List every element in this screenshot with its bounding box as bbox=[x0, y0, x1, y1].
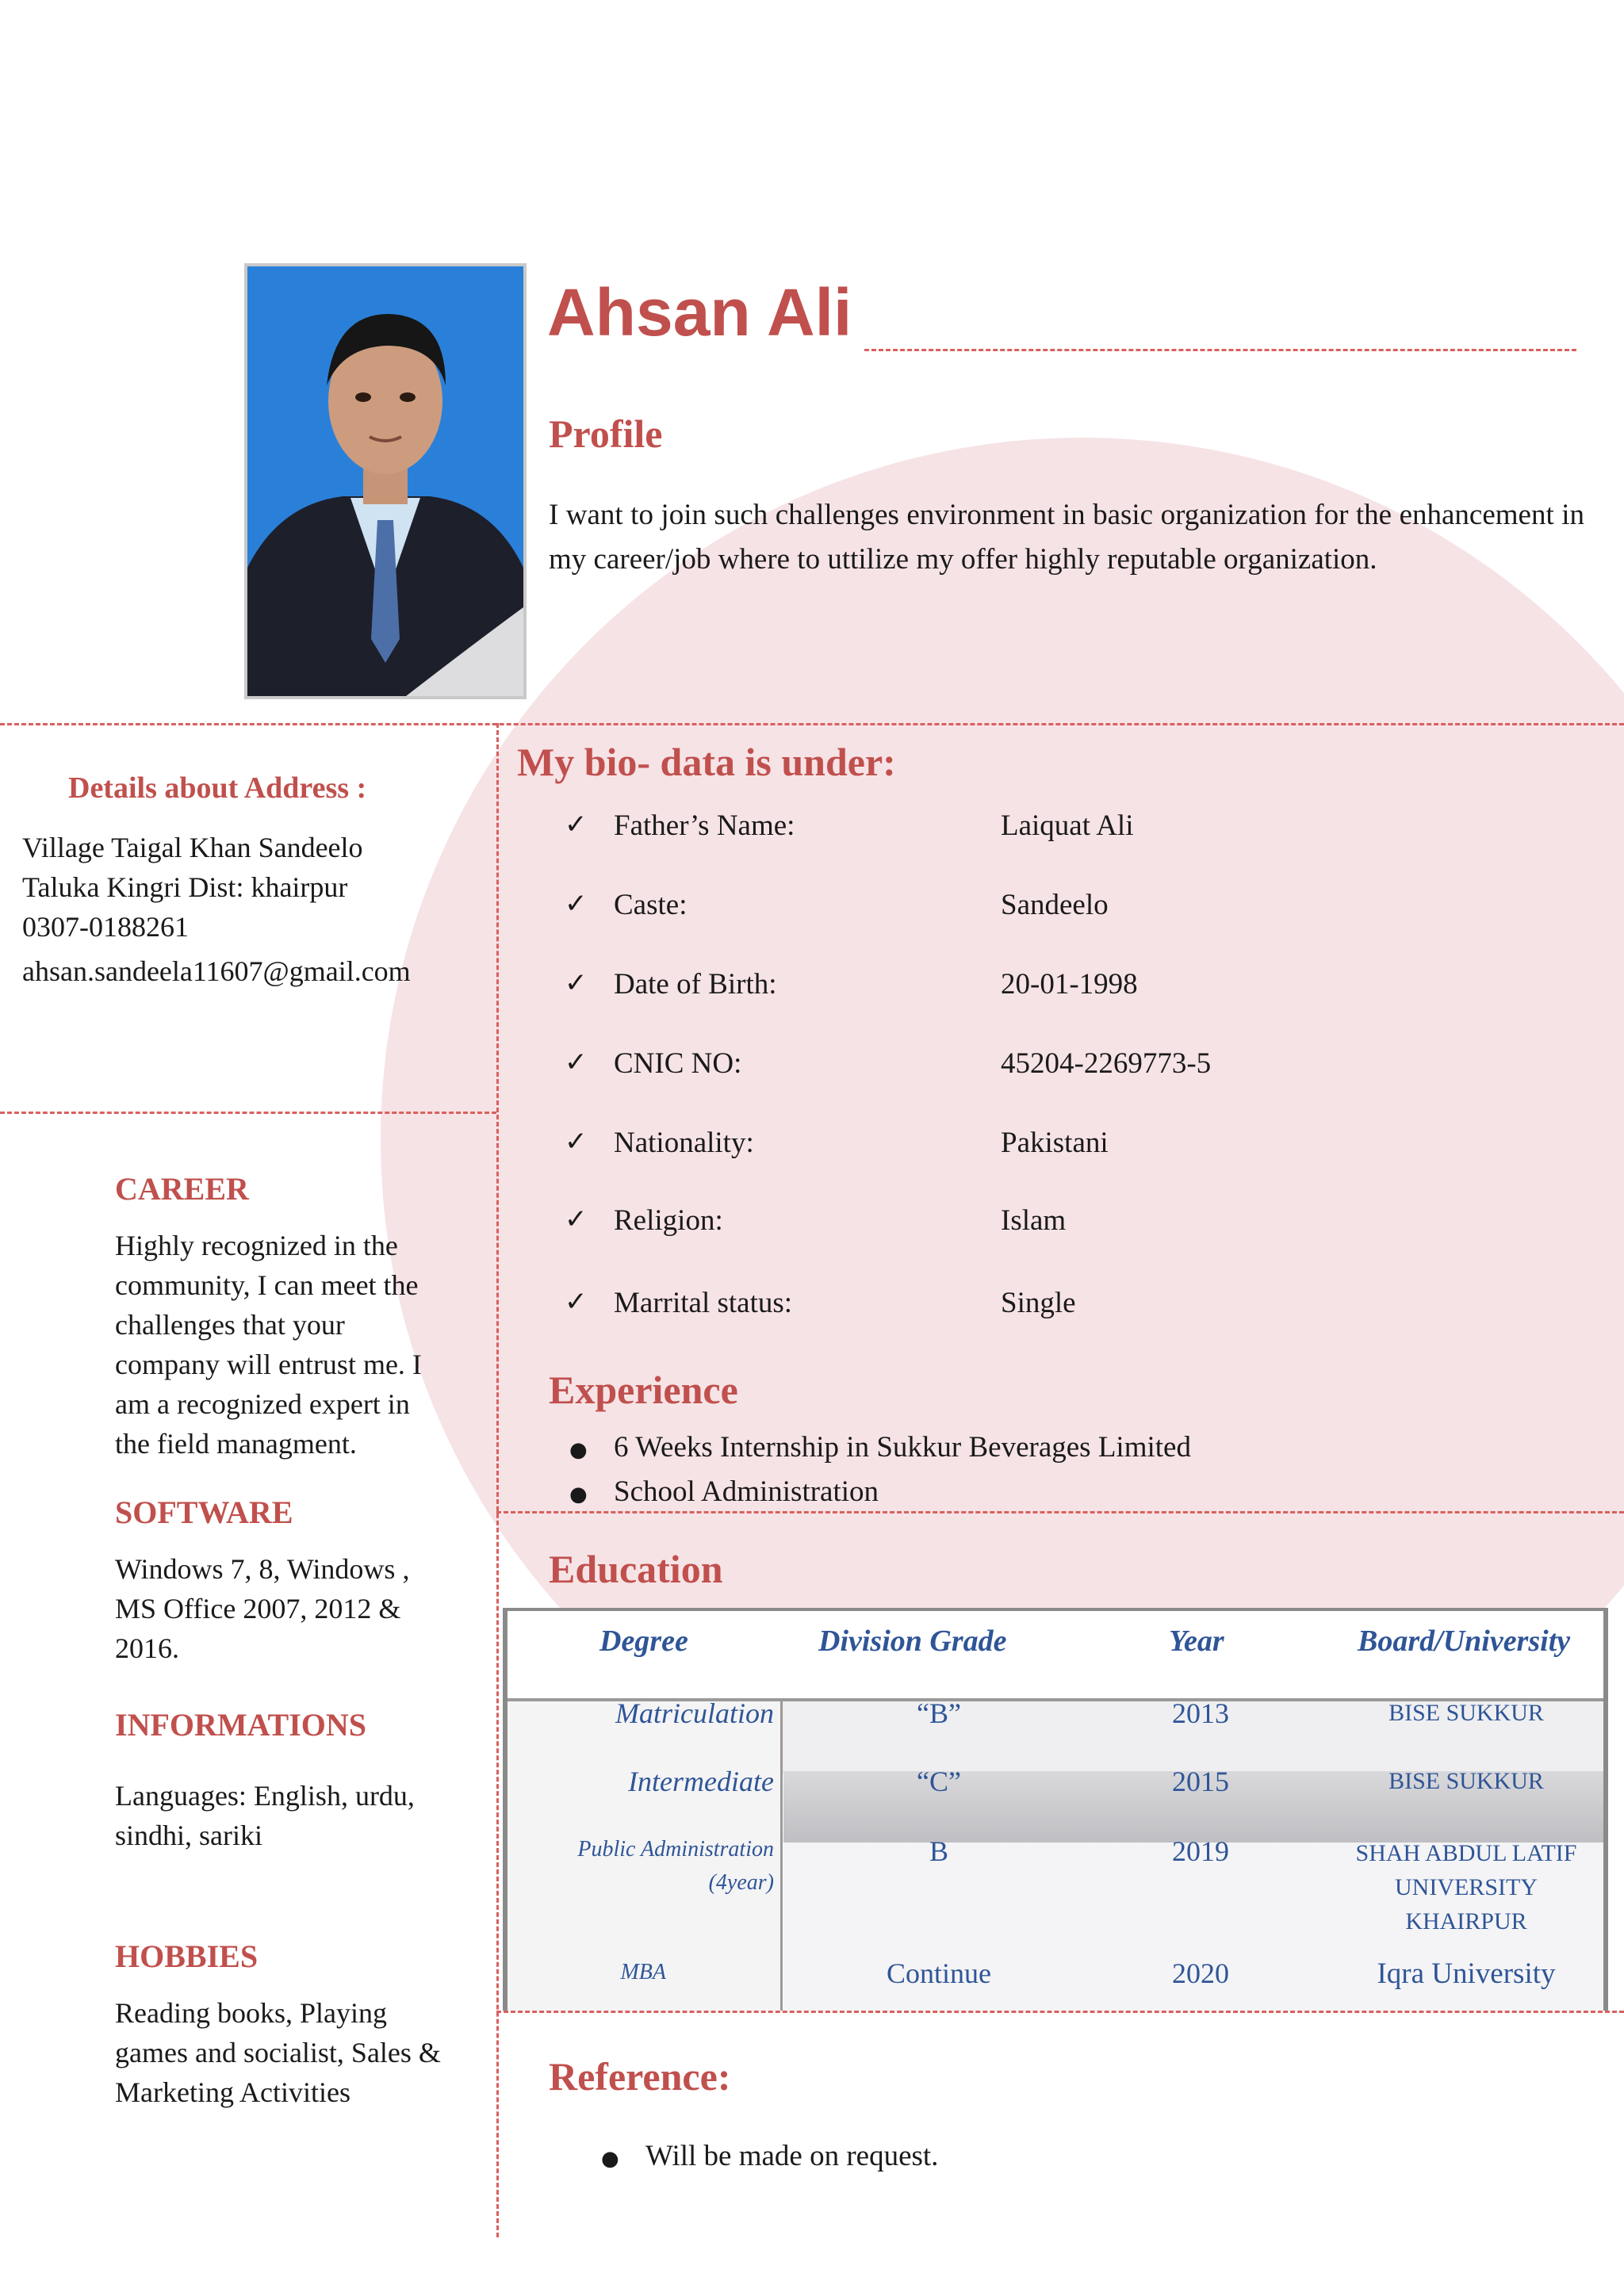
experience-item bbox=[565, 1475, 879, 1509]
bullet-icon: ● bbox=[601, 2147, 619, 2171]
education-heading: Education bbox=[549, 1547, 723, 1591]
software-line: 2016. bbox=[115, 1632, 179, 1664]
informations-line: Languages: English, urdu, bbox=[115, 1780, 415, 1812]
bio-label: Religion: bbox=[614, 1204, 723, 1237]
table-cell-board bbox=[1335, 1836, 1597, 1938]
software-text bbox=[115, 1549, 409, 1668]
table-cell-year: 2020 bbox=[1172, 1957, 1229, 1989]
hobbies-line: Reading books, Playing bbox=[115, 1997, 387, 2029]
person-avatar-icon bbox=[247, 266, 523, 696]
experience-text: School Administration bbox=[614, 1475, 879, 1508]
board-line: KHAIRPUR bbox=[1405, 1908, 1527, 1934]
address-line-2: Taluka Kingri Dist: khairpur bbox=[22, 871, 348, 903]
software-line: Windows 7, 8, Windows , bbox=[115, 1553, 410, 1585]
email-address: ahsan.sandeela11607@gmail.com bbox=[22, 955, 411, 987]
informations-heading: INFORMATIONS bbox=[115, 1707, 367, 1743]
address-block bbox=[22, 828, 411, 991]
bio-value: Islam bbox=[1001, 1204, 1067, 1237]
bio-label: Caste: bbox=[614, 889, 688, 921]
bio-value: 45204-2269773-5 bbox=[1001, 1047, 1212, 1080]
bio-heading: My bio- data is under: bbox=[517, 740, 896, 784]
divider-experience bbox=[496, 1511, 1624, 1513]
table-cell-year: 2013 bbox=[1172, 1697, 1229, 1729]
candidate-name: Ahsan Ali bbox=[547, 275, 852, 350]
divider-top bbox=[0, 723, 1624, 725]
check-icon: ✓ bbox=[565, 1286, 588, 1318]
table-frame bbox=[503, 1608, 1608, 2011]
bio-value: Single bbox=[1001, 1287, 1076, 1319]
divider-left-middle bbox=[0, 1112, 496, 1114]
check-icon: ✓ bbox=[565, 809, 588, 840]
bio-label: Marrital status: bbox=[614, 1287, 793, 1319]
table-cell-degree: MBA bbox=[620, 1960, 666, 1984]
career-line: the field managment. bbox=[115, 1428, 357, 1460]
informations-text bbox=[115, 1776, 415, 1855]
experience-heading: Experience bbox=[549, 1368, 738, 1412]
bio-label: Date of Birth: bbox=[614, 968, 777, 1001]
career-line: company will entrust me. I bbox=[115, 1349, 422, 1380]
career-line: am a recognized expert in bbox=[115, 1388, 410, 1420]
software-heading: SOFTWARE bbox=[115, 1494, 293, 1530]
table-cell-grade: “B” bbox=[917, 1697, 961, 1729]
profile-photo bbox=[244, 263, 527, 699]
bio-label: Father’s Name: bbox=[614, 809, 795, 842]
software-line: MS Office 2007, 2012 & bbox=[115, 1593, 401, 1624]
divider-education bbox=[496, 2011, 1624, 2013]
career-heading: CAREER bbox=[115, 1171, 249, 1207]
table-header-grade: Division Grade bbox=[818, 1624, 1007, 1658]
bio-label: CNIC NO: bbox=[614, 1047, 742, 1080]
check-icon: ✓ bbox=[565, 1126, 588, 1158]
education-table bbox=[503, 1608, 1608, 2011]
career-line: community, I can meet the bbox=[115, 1269, 419, 1301]
hobbies-line: games and socialist, Sales & bbox=[115, 2037, 441, 2068]
check-icon: ✓ bbox=[565, 967, 588, 999]
table-cell-grade: “C” bbox=[917, 1766, 961, 1797]
table-cell-degree bbox=[508, 1833, 774, 1900]
bio-value: Pakistani bbox=[1001, 1127, 1109, 1159]
bio-value: 20-01-1998 bbox=[1001, 968, 1138, 1001]
degree-line: Public Administration bbox=[577, 1837, 774, 1862]
address-line-1: Village Taigal Khan Sandeelo bbox=[22, 832, 363, 863]
table-cell-grade: Continue bbox=[887, 1957, 991, 1989]
table-cell-degree: Intermediate bbox=[628, 1766, 774, 1797]
experience-item bbox=[565, 1430, 1191, 1464]
board-line: UNIVERSITY bbox=[1395, 1874, 1538, 1900]
degree-line: (4year) bbox=[708, 1870, 774, 1895]
bullet-icon: ● bbox=[569, 1438, 588, 1462]
table-cell-board: Iqra University bbox=[1377, 1957, 1556, 1990]
reference-heading: Reference: bbox=[549, 2054, 731, 2099]
table-cell-board: BISE SUKKUR bbox=[1388, 1700, 1544, 1726]
table-cell-grade: B bbox=[929, 1835, 948, 1867]
check-icon: ✓ bbox=[565, 888, 588, 920]
career-line: challenges that your bbox=[115, 1309, 345, 1341]
bio-label: Nationality: bbox=[614, 1127, 754, 1159]
profile-heading: Profile bbox=[549, 411, 663, 456]
table-header-year: Year bbox=[1169, 1624, 1224, 1658]
check-icon: ✓ bbox=[565, 1203, 588, 1235]
table-cell-year: 2019 bbox=[1172, 1835, 1229, 1867]
career-line: Highly recognized in the bbox=[115, 1230, 398, 1261]
bullet-icon: ● bbox=[569, 1483, 588, 1506]
table-cell-year: 2015 bbox=[1172, 1766, 1229, 1797]
hobbies-text bbox=[115, 1993, 441, 2112]
hobbies-line: Marketing Activities bbox=[115, 2076, 350, 2108]
informations-line: sindhi, sariki bbox=[115, 1820, 262, 1851]
hobbies-heading: HOBBIES bbox=[115, 1938, 259, 1974]
address-heading: Details about Address : bbox=[68, 771, 367, 805]
table-header-degree: Degree bbox=[599, 1624, 688, 1658]
board-line: SHAH ABDUL LATIF bbox=[1355, 1840, 1577, 1866]
table-header-board: Board/University bbox=[1358, 1624, 1571, 1658]
check-icon: ✓ bbox=[565, 1047, 588, 1078]
experience-text: 6 Weeks Internship in Sukkur Beverages Limited bbox=[614, 1431, 1191, 1464]
table-cell-degree: Matriculation bbox=[615, 1697, 774, 1729]
bio-value: Laiquat Ali bbox=[1001, 809, 1134, 842]
table-cell-board: BISE SUKKUR bbox=[1388, 1768, 1544, 1794]
bio-value: Sandeelo bbox=[1001, 889, 1109, 921]
reference-text: Will be made on request. bbox=[645, 2140, 939, 2172]
career-text bbox=[115, 1226, 422, 1464]
reference-item bbox=[596, 2139, 938, 2173]
divider-name-underline bbox=[864, 349, 1576, 351]
profile-text: I want to join such challenges environment in basic organization for the enhancement in my career/job where to uttilize my offer highly reputable organization. bbox=[549, 499, 1584, 576]
phone-number: 0307-0188261 bbox=[22, 911, 189, 943]
